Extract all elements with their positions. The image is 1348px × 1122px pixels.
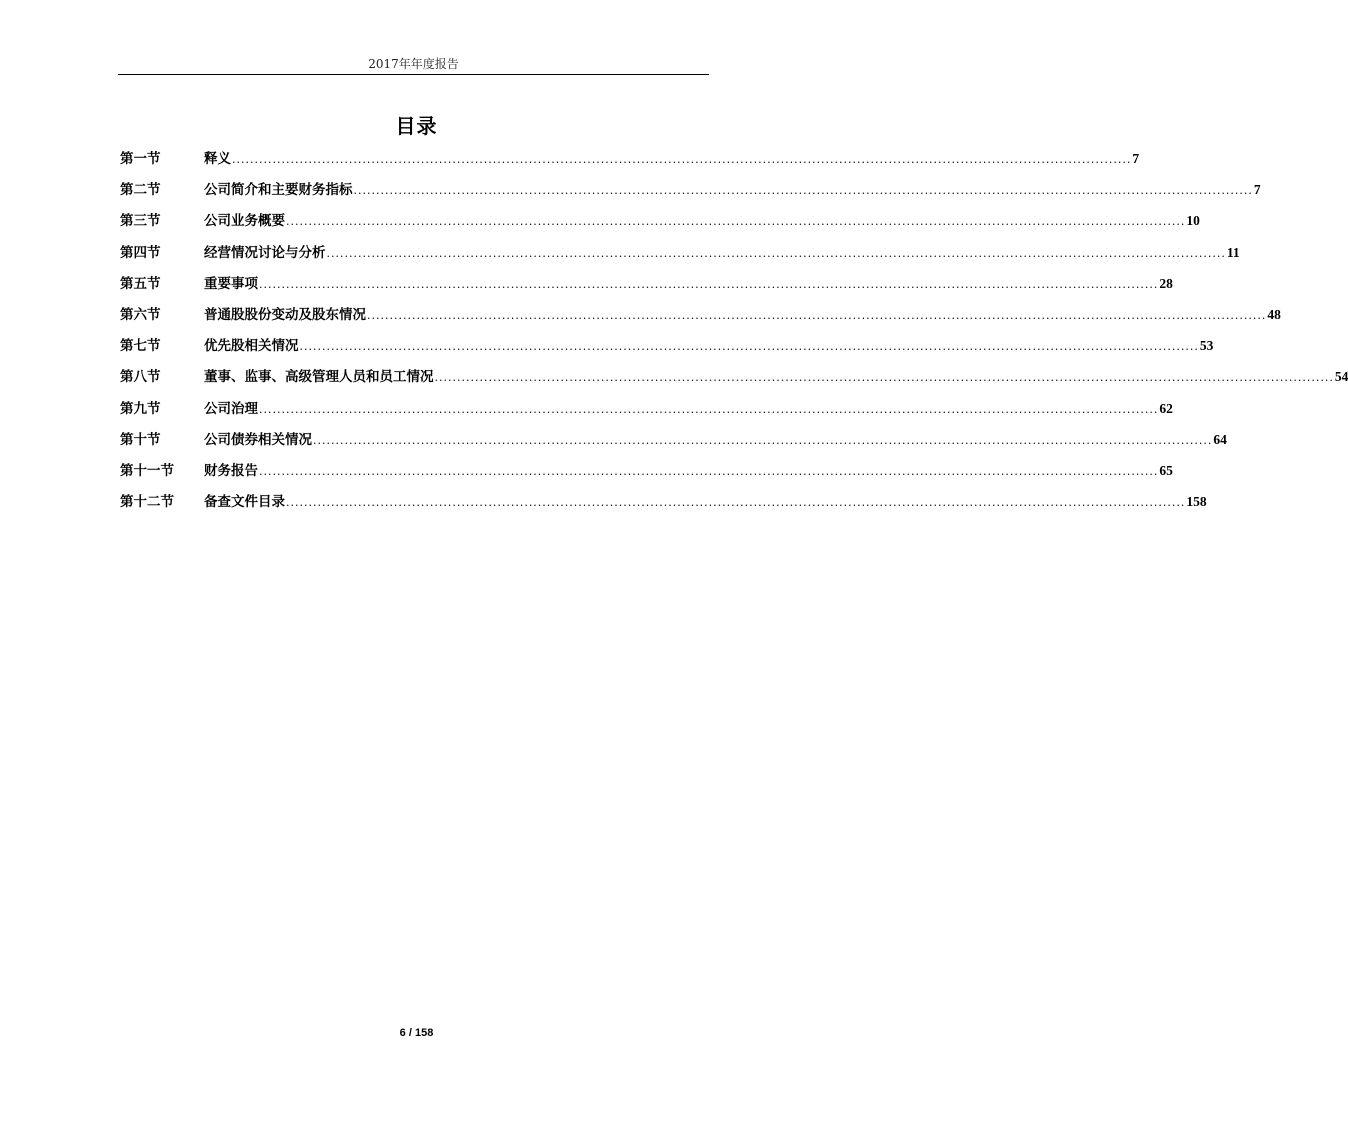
toc-page-number: 48 <box>1267 306 1281 322</box>
toc-section-name: 备查文件目录 <box>204 494 285 511</box>
toc-leader-dots: ........................................................................................................................................................................................................ <box>326 246 1226 260</box>
toc-page-number: 7 <box>1132 151 1140 166</box>
toc-entry-10[interactable] <box>120 431 1227 462</box>
toc-leader-dots: ........................................................................................................................................................................................................ <box>367 308 1267 322</box>
toc-entry-4[interactable] <box>120 244 1240 275</box>
toc-section-name: 经营情况讨论与分析 <box>204 244 326 261</box>
toc-section-number: 第一节 <box>120 151 161 167</box>
toc-section-number: 第六节 <box>120 306 161 323</box>
toc-entry-2[interactable] <box>120 181 1261 212</box>
toc-section-number: 第五节 <box>120 275 161 292</box>
toc-section-name: 公司治理 <box>204 400 258 417</box>
toc-section-name: 董事、监事、高级管理人员和员工情况 <box>204 369 434 386</box>
toc-leader-dots: ........................................................................................................................................................................................................ <box>434 371 1334 385</box>
report-title: 2017年年度报告 <box>368 57 459 71</box>
toc-section-name: 普通股股份变动及股东情况 <box>204 306 366 323</box>
page-header <box>118 55 709 75</box>
toc-leader-dots: ........................................................................................................................................................................................................ <box>299 340 1199 354</box>
toc-section-number: 第九节 <box>120 400 161 417</box>
toc-page-number: 53 <box>1199 338 1214 354</box>
toc-entry-11[interactable] <box>120 462 1173 493</box>
toc-page-number: 64 <box>1213 431 1227 447</box>
page-footer <box>0 1027 833 1039</box>
toc-page-number: 28 <box>1159 275 1173 291</box>
toc-entry-3[interactable] <box>120 212 1200 243</box>
toc-section-name: 优先股相关情况 <box>204 338 299 355</box>
toc-section-number: 第二节 <box>120 182 161 199</box>
toc-section-name: 公司业务概要 <box>204 213 285 230</box>
toc-entry-7[interactable] <box>120 337 1214 368</box>
toc-section-number: 第三节 <box>120 213 161 230</box>
toc-leader-dots: ........................................................................................................................................................................................................ <box>259 402 1159 416</box>
toc-section-number: 第四节 <box>120 244 161 261</box>
toc-section-number: 第十二节 <box>120 494 174 511</box>
page-indicator: 6 / 158 <box>399 1027 434 1039</box>
toc-page-number: 65 <box>1159 462 1173 478</box>
toc-entry-6[interactable] <box>120 306 1281 337</box>
toc-entry-12[interactable] <box>120 493 1207 524</box>
toc-page-number: 7 <box>1253 182 1261 198</box>
toc-section-name: 释义 <box>204 151 231 167</box>
toc-section-name: 财务报告 <box>204 462 258 479</box>
toc-section-number: 第十节 <box>120 431 161 448</box>
toc-entry-5[interactable] <box>120 275 1173 306</box>
toc-leader-dots: ........................................................................................................................................................................................................ <box>353 184 1253 198</box>
toc-section-number: 第十一节 <box>120 462 174 479</box>
toc-entry-1[interactable] <box>120 150 1140 181</box>
toc-section-number: 第七节 <box>120 338 161 355</box>
toc-section-number: 第八节 <box>120 369 161 386</box>
toc-leader-dots: ........................................................................................................................................................................................................ <box>286 215 1186 229</box>
toc-section-name: 公司债券相关情况 <box>204 431 312 448</box>
table-of-contents <box>120 150 1348 524</box>
toc-entry-8[interactable] <box>120 368 1348 399</box>
toc-page-number: 11 <box>1226 244 1240 260</box>
toc-leader-dots: ........................................................................................................................................................................................................ <box>286 496 1186 510</box>
toc-leader-dots: ........................................................................................................................................................................................................ <box>259 464 1159 478</box>
toc-section-name: 公司简介和主要财务指标 <box>204 182 353 199</box>
toc-title: 目录 <box>395 114 438 138</box>
toc-leader-dots: ........................................................................................................................................................................................................ <box>232 153 1132 166</box>
toc-page-number: 158 <box>1186 494 1207 510</box>
toc-leader-dots: ........................................................................................................................................................................................................ <box>313 433 1213 447</box>
toc-entry-9[interactable] <box>120 400 1173 431</box>
toc-section-name: 重要事项 <box>204 275 258 292</box>
toc-page-number: 54 <box>1334 369 1348 385</box>
toc-page-number: 10 <box>1186 213 1200 229</box>
toc-page-number: 62 <box>1159 400 1173 416</box>
toc-leader-dots: ........................................................................................................................................................................................................ <box>259 277 1159 291</box>
